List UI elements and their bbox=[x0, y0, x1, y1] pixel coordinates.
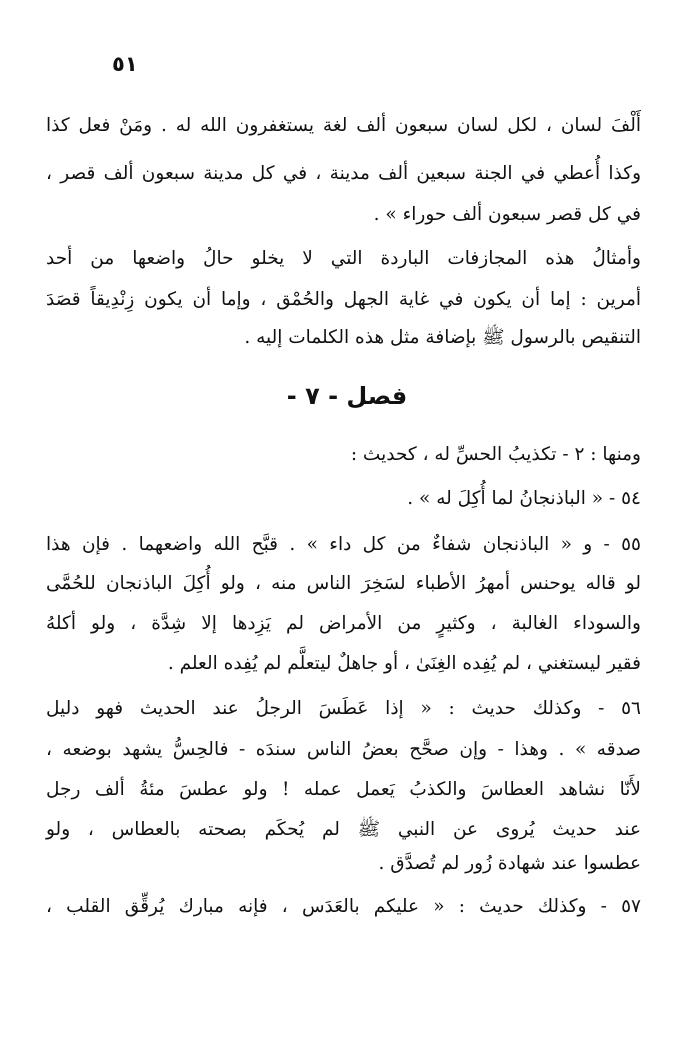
text-line: في كل قصر سبعون ألف حوراء » . bbox=[373, 204, 641, 225]
text-line: ٥٧ - وكذلك حديث : « عليكم بالعَدَس ، فإنه مبارك يُرقِّق القلب ، bbox=[46, 896, 641, 917]
section-heading: فصل - ٧ - bbox=[286, 382, 408, 410]
text-line: صدقه » . وهذا - وإن صحَّح بعضُ الناس سندَه - فالحِسُّ يشهد بوضعه ، bbox=[46, 739, 641, 760]
text-line: عطسوا عند شهادة زُور لم تُصدَّق . bbox=[378, 853, 641, 874]
text-line: ٥٦ - وكذلك حديث : « إذا عَطَسَ الرجلُ عند الحديث فهو دليل bbox=[46, 698, 641, 719]
text-line: التنقيص بالرسول ﷺ بإضافة مثل هذه الكلمات إليه . bbox=[244, 327, 641, 348]
text-line: لأَنّا نشاهد العطاسَ والكذبُ يَعمل عمله ! ولو عطسَ مئةُ ألف رجل bbox=[46, 779, 641, 800]
text-line: ومنها : ٢ - تكذيبُ الحسِّ له ، كحديث : bbox=[350, 444, 641, 465]
text-line: لو قاله يوحنس أمهرُ الأطباء لسَخِرَ الناس منه ، ولو أُكِلَ الباذنجان للحُمَّى bbox=[46, 573, 641, 594]
text-line: وأمثالُ هذه المجازفات الباردة التي لا يخلو حالُ واضعها من أحد bbox=[46, 248, 641, 269]
text-line: وكذا أُعطي في الجنة سبعين ألف مدينة ، في كل مدينة سبعون ألف قصر ، bbox=[46, 163, 641, 184]
text-line: ٥٥ - و « الباذنجان شفاءٌ من كل داء » . قبَّح الله واضعهما . فإن هذا bbox=[46, 534, 641, 555]
text-line: والسوداء الغالبة ، وكثيرٍ من الأمراض لم يَزِدها إلا شِدَّة ، ولو أكلهُ bbox=[46, 613, 641, 634]
text-line: أمرين : إما أن يكون في غاية الجهل والحُمْق ، وإما أن يكون زِنْدِيقاً قصَدَ bbox=[46, 289, 641, 310]
text-line: أَلْفَ لسان ، لكل لسان سبعون ألف لغة يستغفرون الله له . ومَنْ فعل كذا bbox=[46, 115, 641, 136]
page-number: ٥١ bbox=[112, 52, 138, 76]
text-line: عند حديث يُروى عن النبي ﷺ لم يُحكَم بصحته بالعطاس ، ولو bbox=[46, 819, 641, 840]
text-line: ٥٤ - « الباذنجانُ لما أُكِلَ له » . bbox=[407, 488, 641, 509]
text-line: فقير ليستغني ، لم يُفِده الغِنَىٰ ، أو جاهلٌ ليتعلَّم لم يُفِده العلم . bbox=[167, 653, 641, 674]
